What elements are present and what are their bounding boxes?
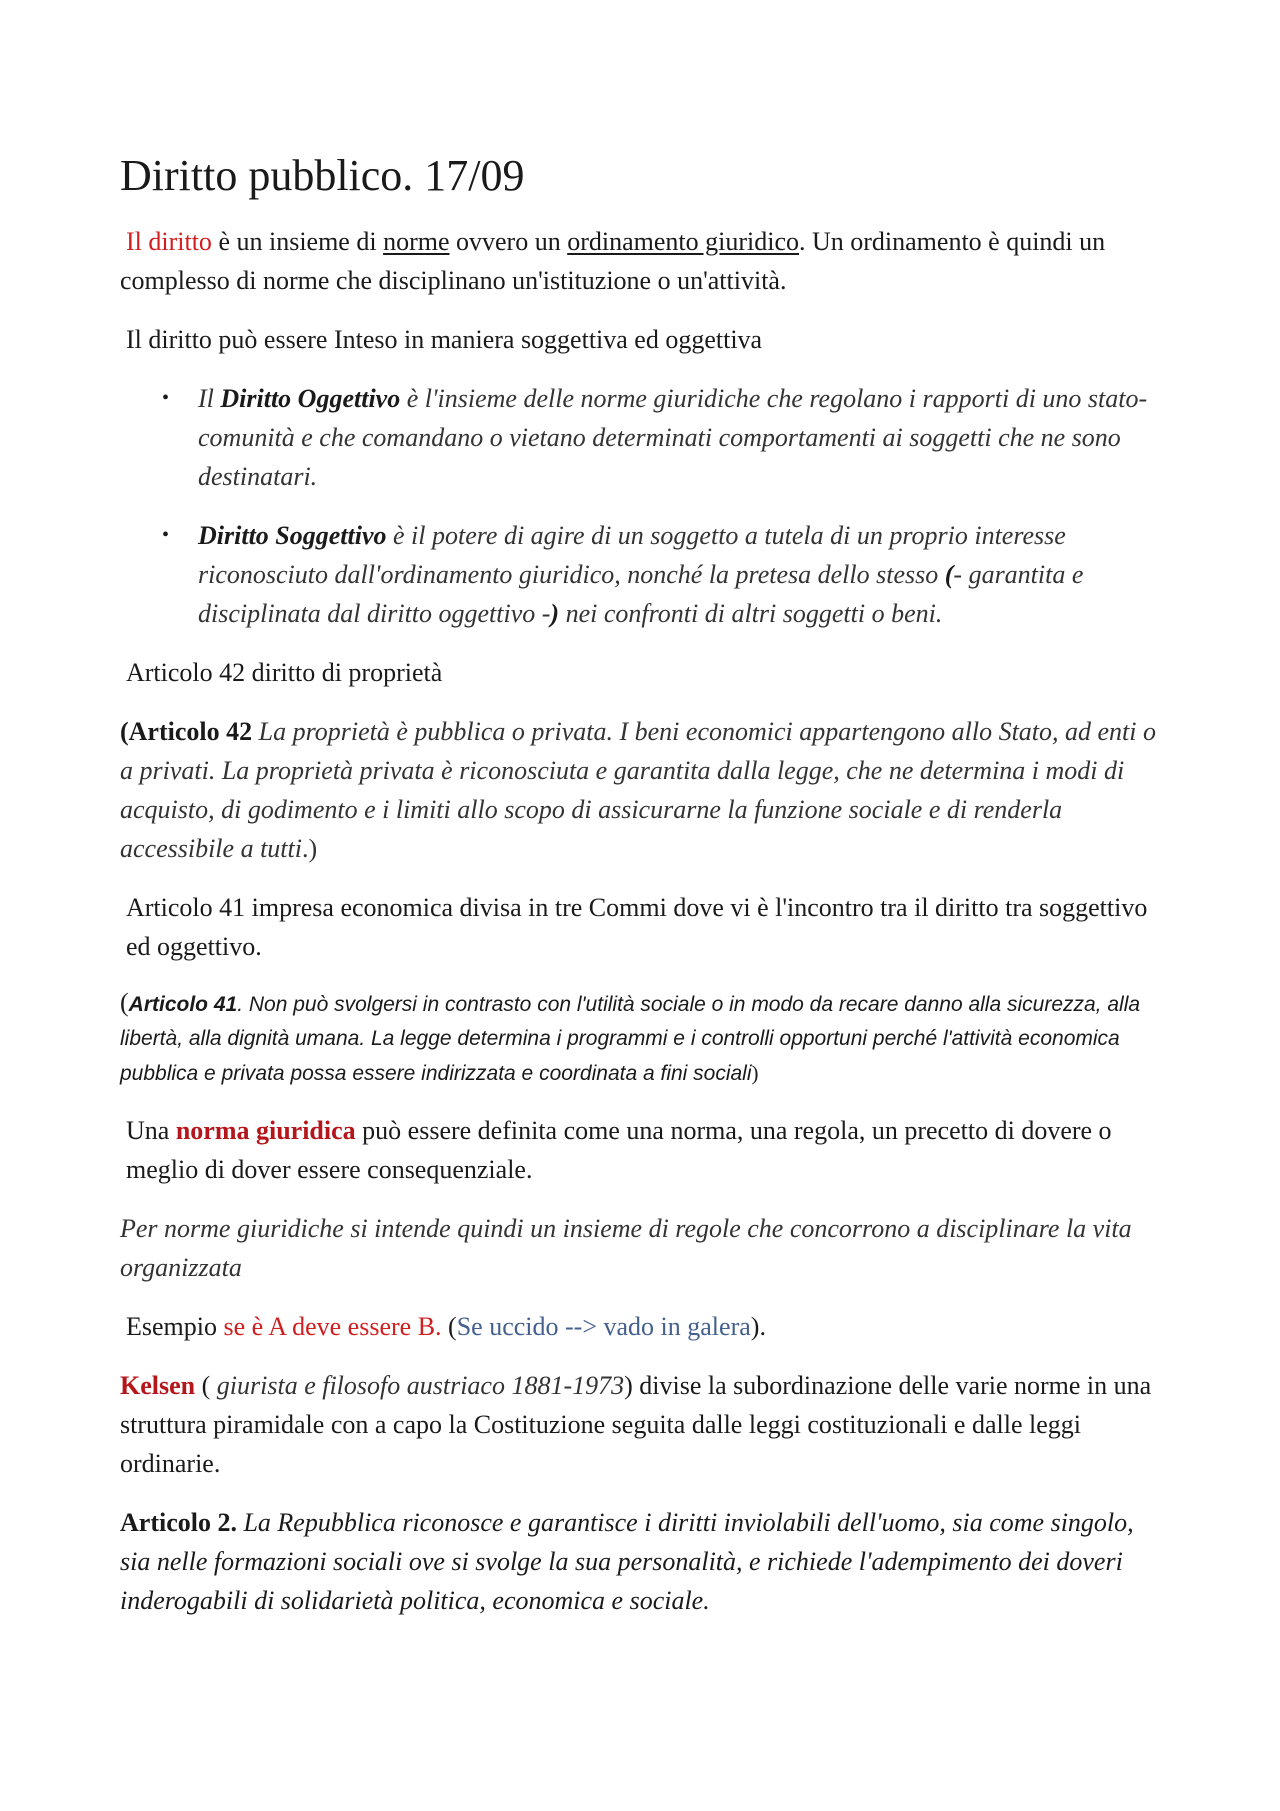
list-item-diritto-oggettivo: • Il Diritto Oggettivo è l'insieme delle norme giuridiche che regolano i rapporti di uno stato-comunità e che comandano o vietano determinati comportamenti ai soggetti che ne sono destinatari. — [120, 379, 1165, 496]
paragraph-articolo-41-heading: Articolo 41 impresa economica divisa in tre Commi dove vi è l'incontro tra il diritto tra soggettivo ed oggettivo. — [126, 893, 1148, 961]
paragraph-kelsen: Kelsen ( giurista e filosofo austriaco 1881-1973) divise la subordinazione delle varie norme in una struttura piramidale con a capo la Costituzione seguita dalle leggi costituzionali e dalle leggi ordinarie. — [120, 1371, 1152, 1478]
term-norme: norme — [383, 227, 450, 256]
quote-articolo-42: (Articolo 42 La proprietà è pubblica o privata. I beni economici appartengono allo Stato, ad enti o a privati. La proprietà privata è riconosciuta e garantita dalla legge, che ne determina i modi di acquisto, di godimento e i limiti allo scopo di assicurarne la funzione sociale e di renderla accessibile a tutti.) — [120, 717, 1157, 863]
paragraph-definition: Il diritto è un insieme di norme ovvero un ordinamento giuridico. Un ordinamento è quindi un complesso di norme che disciplinano un'istituzione o un'attività. — [120, 227, 1106, 295]
document-page — [120, 150, 1165, 1640]
term-ordinamento-giuridico: ordinamento giuridico — [567, 227, 799, 256]
paragraph-articolo-42-heading: Articolo 42 diritto di proprietà — [126, 658, 443, 687]
paragraph-norma-giuridica: Una norma giuridica può essere definita come una norma, una regola, un precetto di dovere o meglio di dover essere consequenziale. — [126, 1116, 1112, 1184]
page-title: Diritto pubblico. 17/09 — [120, 151, 525, 200]
term-norma-giuridica: norma giuridica — [175, 1116, 356, 1145]
paragraph-articolo-2: Articolo 2. La Repubblica riconosce e garantisce i diritti inviolabili dell'uomo, sia come singolo, sia nelle formazioni sociali ove si svolge la sua personalità, e richiede l'adempimento dei doveri inderogabili di solidarietà politica, economica e sociale. — [120, 1508, 1134, 1615]
paragraph-norme-giuridiche: Per norme giuridiche si intende quindi un insieme di regole che concorrono a disciplinare la vita organizzata — [120, 1214, 1132, 1282]
list-item-diritto-soggettivo: • Diritto Soggettivo è il potere di agire di un soggetto a tutela di un proprio interesse riconosciuto dall'ordinamento giuridico, nonché la pretesa dello stesso (- garantita e disciplinata dal diritto oggettivo -) nei confronti di altri soggetti o beni. — [120, 516, 1165, 633]
paragraph-soggettiva-oggettiva: Il diritto può essere Inteso in maniera soggettiva ed oggettiva — [126, 325, 763, 354]
paragraph-esempio: Esempio se è A deve essere B. (Se uccido --> vado in galera). — [126, 1312, 766, 1341]
term-kelsen: Kelsen — [120, 1371, 196, 1400]
bullet-icon: • — [162, 387, 170, 409]
bullet-icon: • — [162, 524, 170, 546]
quote-articolo-41: (Articolo 41. Non può svolgersi in contrasto con l'utilità sociale o in modo da recare danno alla sicurezza, alla libertà, alla dignità umana. La legge determina i programmi e i controlli opportuni perché l'attività economica pubblica e privata possa essere indirizzata e coordinata a fini sociali) — [120, 988, 1141, 1085]
bullet-list — [120, 379, 1165, 633]
term-il-diritto: Il diritto — [126, 227, 212, 256]
